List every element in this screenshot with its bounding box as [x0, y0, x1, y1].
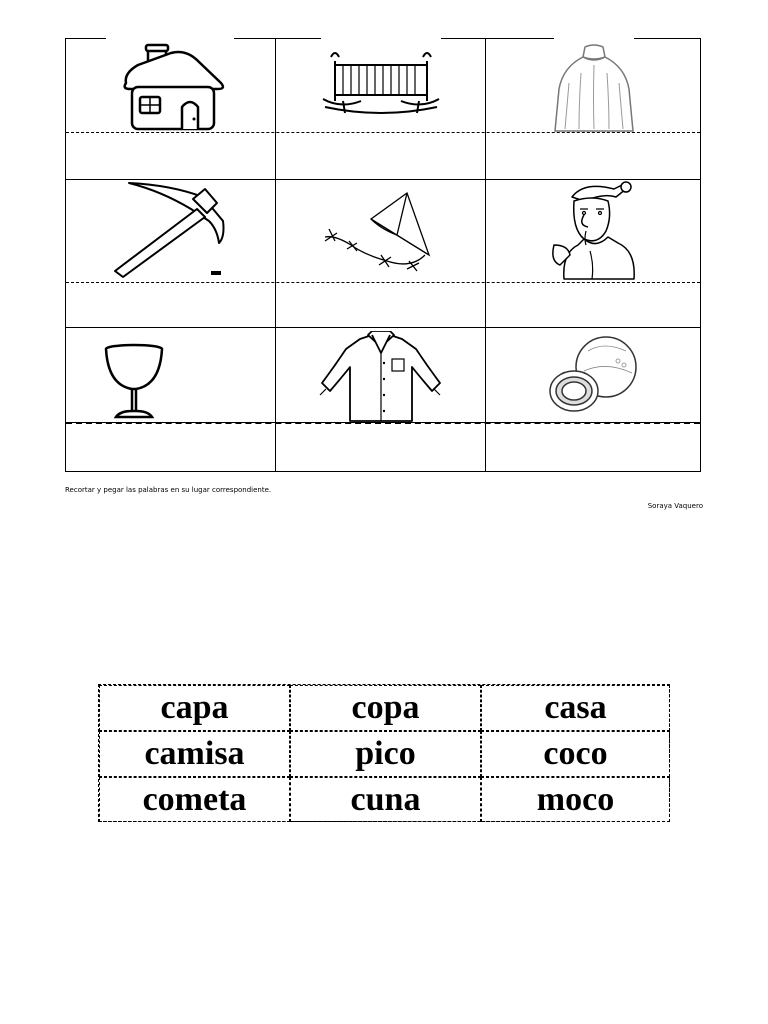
- word-card[interactable]: casa: [481, 685, 670, 731]
- house-icon: [116, 43, 231, 131]
- shirt-icon: [316, 331, 446, 423]
- cape-icon: [549, 43, 639, 133]
- word-card[interactable]: coco: [481, 731, 670, 777]
- row-divider: [66, 327, 700, 328]
- cut-line: [66, 282, 700, 283]
- runny-nose-man-icon: [544, 179, 644, 282]
- word-card[interactable]: camisa: [99, 731, 290, 777]
- author-credit: Soraya Vaquero: [647, 502, 703, 510]
- wine-glass-icon: [66, 329, 216, 421]
- grid-divider: [275, 39, 276, 471]
- pickaxe-icon: [111, 181, 231, 279]
- picture-grid: [65, 38, 701, 472]
- word-card[interactable]: capa: [99, 685, 290, 731]
- grid-divider: [485, 39, 486, 471]
- instructions-text: Recortar y pegar las palabras en su lugar correspondiente.: [65, 486, 272, 494]
- kite-icon: [321, 189, 441, 279]
- word-card[interactable]: pico: [290, 731, 481, 777]
- coconut-icon: [544, 331, 644, 421]
- word-card[interactable]: cuna: [290, 777, 481, 822]
- cradle-icon: [321, 41, 441, 123]
- word-card[interactable]: cometa: [99, 777, 290, 822]
- word-cards: [98, 684, 670, 822]
- word-card[interactable]: moco: [481, 777, 670, 822]
- word-card[interactable]: copa: [290, 685, 481, 731]
